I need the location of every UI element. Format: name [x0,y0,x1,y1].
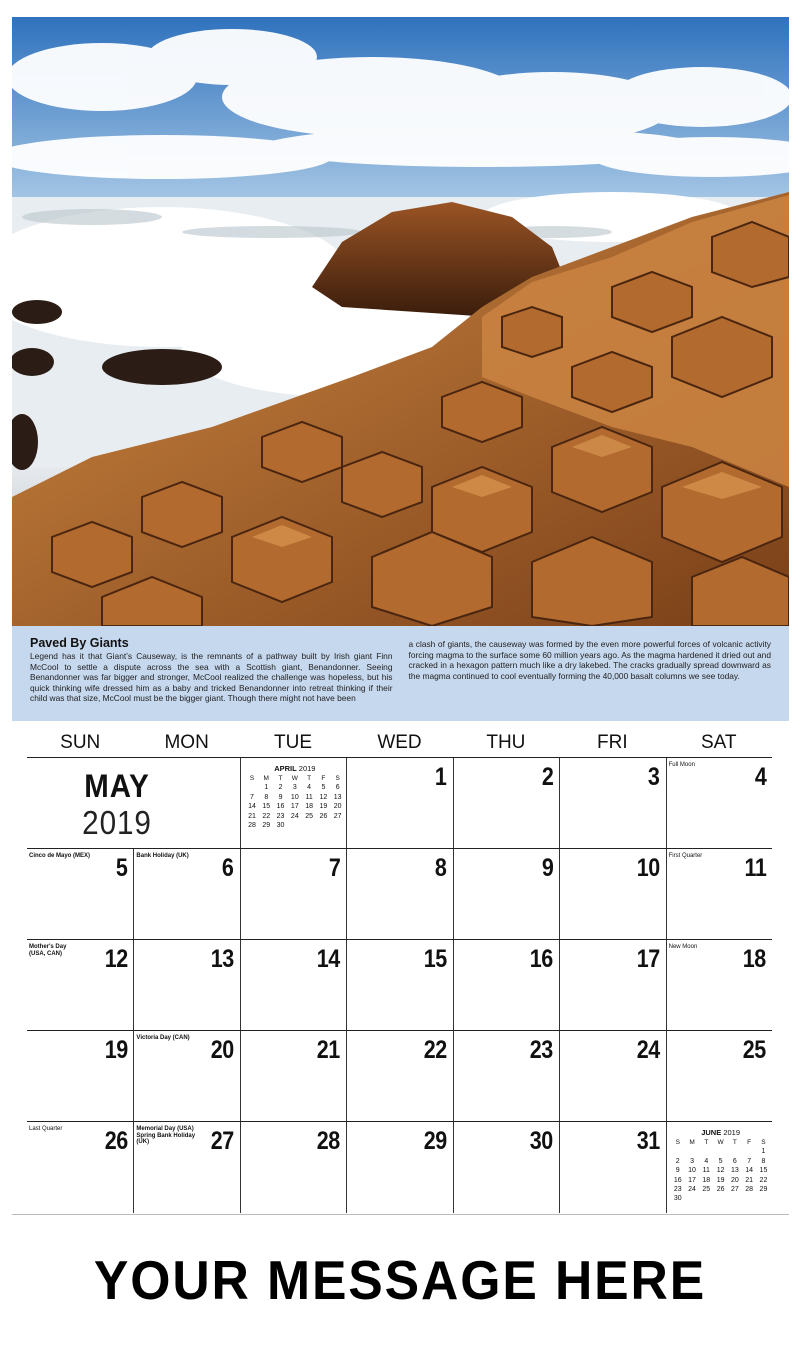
mini-weekday: W [291,775,298,782]
mini-weekday: M [263,775,269,782]
day-cell [346,940,452,1030]
mini-day: 1 [264,784,269,792]
mini-day: 12 [716,1167,725,1175]
mini-calendar-june [671,1128,771,1204]
mini-month-table [245,774,345,830]
weekday-header [27,730,772,756]
day-number: 20 [210,1036,234,1064]
mini-day [671,1147,685,1156]
mini-month-year: 2019 [298,764,316,773]
mini-day [713,1194,727,1203]
mini-day [742,1147,756,1156]
mini-day: 11 [305,793,313,801]
day-cell [453,849,559,939]
weekday-label: THU [486,732,526,753]
day-cell [27,1031,133,1121]
mini-weekday: T [732,1139,737,1146]
weekday-label: SUN [60,732,101,753]
day-cell [346,758,452,848]
mini-day: 21 [745,1176,754,1184]
day-number: 3 [648,763,660,791]
story-panel [12,626,789,721]
mini-day [288,821,302,830]
mini-day: 19 [716,1176,725,1184]
mini-day: 10 [290,793,299,801]
mini-day: 16 [276,803,285,811]
mini-day: 15 [759,1167,768,1175]
day-cell [666,940,772,1030]
mini-day [685,1147,699,1156]
mini-day: 16 [673,1176,682,1184]
mini-day: 14 [248,803,256,811]
mini-day: 7 [747,1157,752,1165]
day-number: 8 [435,854,447,882]
day-number: 1 [435,763,447,791]
mini-weekday: S [761,1139,766,1146]
mini-day: 8 [761,1157,766,1165]
mini-month-name: JUNE [701,1128,722,1137]
day-event: Full Moon [668,762,695,768]
mini-day: 27 [730,1186,739,1194]
mini-day: 30 [673,1195,682,1203]
story-text-left: Legend has it that Giant’s Causeway, is the remnants of a pathway built by Irish giant Finn McCool to settle a dispute across the sea with a Scottish giant, Benandonner. Seeing Benandonner was far bigger and stronger, McCool realized the challenge was hopeless, but his quick thinking wife dressed him as a baby and tricked Benandonner into retreat thinking if their child was that size, McCool must be the bigger giant. Though there might not have been [30,651,393,704]
day-cell [133,849,239,939]
day-cell [453,1122,559,1213]
day-event: Mother's Day (USA, CAN) [29,944,67,957]
day-number: 19 [104,1036,128,1064]
mini-day: 2 [278,784,283,792]
day-number: 11 [744,854,767,882]
calendar-week [27,848,772,939]
mini-day: 4 [307,784,312,792]
mini-day [728,1194,742,1203]
day-cell [240,1122,346,1213]
mini-day: 1 [761,1148,766,1156]
day-number: 16 [530,945,554,973]
mini-day: 17 [290,803,299,811]
mini-day [742,1194,756,1203]
mini-weekday: S [675,1139,680,1146]
day-cell [559,1031,665,1121]
weekday-label: MON [164,732,209,753]
day-number: 2 [541,763,554,791]
day-number: 22 [423,1036,447,1064]
mini-day: 23 [673,1186,682,1194]
mini-month-year: 2019 [723,1128,740,1137]
weekday-label: WED [377,732,422,753]
day-number: 30 [530,1127,554,1155]
mini-day [302,821,316,830]
day-cell [666,849,772,939]
day-cell [133,1122,239,1213]
day-event: Memorial Day (USA) Spring Bank Holiday (UK) [136,1126,196,1145]
mini-weekday: S [249,775,255,782]
mini-day: 7 [250,793,254,801]
day-number: 5 [115,854,128,882]
mini-day: 24 [290,812,299,820]
day-number: 31 [636,1127,660,1155]
mini-day: 29 [262,822,271,830]
day-cell [559,940,665,1030]
day-cell [666,1031,772,1121]
day-number: 21 [317,1036,341,1064]
day-cell [346,849,452,939]
mini-day [756,1194,770,1203]
day-cell [240,849,346,939]
mini-day [685,1194,699,1203]
mini-day: 25 [702,1186,711,1194]
mini-day: 29 [759,1186,768,1194]
day-cell [453,940,559,1030]
day-number: 29 [423,1127,447,1155]
day-cell [666,758,772,848]
day-number: 9 [541,854,554,882]
mini-weekday: M [689,1139,695,1146]
mini-day: 3 [292,784,297,792]
mini-day: 22 [759,1176,768,1184]
mini-day: 13 [333,793,342,801]
day-cell [133,940,239,1030]
mini-day: 20 [333,803,342,811]
day-number: 17 [636,945,660,973]
mini-day: 25 [305,812,313,820]
mini-day [245,783,259,792]
day-number: 18 [742,945,767,973]
empty-day-cell [133,758,239,848]
mini-day [713,1147,727,1156]
day-event: New Moon [668,944,698,950]
mini-day: 4 [704,1157,709,1165]
calendar-week [27,1121,772,1213]
mini-day: 15 [262,803,271,811]
mini-day: 5 [321,784,326,792]
mini-day: 19 [319,803,328,811]
weekday-label: TUE [274,732,313,753]
mini-day: 3 [690,1157,694,1165]
story-title: Paved By Giants [30,636,129,650]
day-cell [27,849,133,939]
day-cell [559,849,665,939]
mini-day: 24 [688,1186,696,1194]
mini-day [699,1194,713,1203]
day-number: 14 [317,945,341,973]
day-number: 10 [636,854,660,882]
mini-day: 18 [702,1176,711,1184]
day-event: Bank Holiday (UK) [136,853,189,859]
day-number: 23 [530,1036,554,1064]
weekday-label: SAT [700,732,737,753]
day-cell [559,1122,665,1213]
mini-day: 9 [278,793,283,801]
mini-day: 21 [248,812,256,820]
mini-day [728,1147,742,1156]
mini-day: 22 [262,812,271,820]
calendar-week [27,1030,772,1121]
mini-weekday: F [321,775,326,782]
mini-weekday: F [747,1139,752,1146]
month-calendar [27,730,772,1203]
mini-day: 28 [745,1186,754,1194]
mini-month-table [671,1138,771,1204]
day-cell [346,1031,452,1121]
mini-day: 26 [319,812,328,820]
month-title-cell [27,758,152,848]
day-cell [453,758,559,848]
day-event: Victoria Day (CAN) [136,1035,190,1041]
mini-weekday: S [335,775,340,782]
mini-day: 11 [702,1167,710,1175]
day-cell [559,758,665,848]
day-event: Last Quarter [29,1126,63,1132]
day-cell [27,1122,133,1213]
day-number: 7 [328,854,341,882]
calendar-week [27,939,772,1030]
day-event: First Quarter [668,853,703,859]
day-number: 4 [754,763,767,791]
mini-day: 30 [276,822,285,830]
mini-day: 12 [319,793,328,801]
next-month-cell [666,1122,772,1213]
month-name: MAY [84,768,150,804]
mini-day: 9 [675,1167,680,1175]
day-number: 25 [742,1036,767,1064]
mini-day: 26 [716,1186,725,1194]
mini-day: 6 [335,784,340,792]
mini-day: 20 [730,1176,739,1184]
mini-day: 6 [732,1157,737,1165]
mini-weekday: T [307,775,312,782]
mini-day [331,821,345,830]
day-cell [27,940,133,1030]
mini-day: 27 [333,812,342,820]
mini-weekday: T [278,775,283,782]
footer-divider [12,1214,789,1215]
day-number: 12 [104,945,128,973]
mini-day: 17 [688,1176,696,1184]
mini-day [316,821,330,830]
landscape-photo [12,17,789,626]
day-number: 28 [317,1127,341,1155]
mini-day: 18 [305,803,313,811]
mini-month-name: APRIL [274,764,297,773]
mini-day: 5 [718,1157,723,1165]
day-event: Cinco de Mayo (MEX) [29,853,91,859]
calendar-week [27,757,772,848]
day-cell [240,940,346,1030]
day-cell [133,1031,239,1121]
day-cell [240,1031,346,1121]
advertiser-message: YOUR MESSAGE HERE [93,1249,707,1311]
day-cell [453,1031,559,1121]
month-year: 2019 [82,804,152,841]
prev-month-cell [240,758,346,848]
mini-day: 13 [730,1167,739,1175]
day-number: 27 [210,1127,234,1155]
mini-weekday: W [717,1139,724,1146]
day-number: 13 [210,945,234,973]
mini-weekday: T [704,1139,709,1146]
weekday-label: FRI [597,732,628,753]
day-number: 26 [104,1127,128,1155]
day-cell [346,1122,452,1213]
day-number: 15 [423,945,447,973]
mini-day: 10 [688,1167,696,1175]
mini-day: 8 [264,793,269,801]
giants-causeway-illustration [12,17,789,626]
story-text-right: a clash of giants, the causeway was formed by the even more powerful forces of volcanic activity forcing magma to the surface some 60 million years ago. As the magma hardened it dried out and cracked in a hexagon pattern much like a dry lakebed. The cracks gradually spread downward as the magma continued to cool eventually forming the 40,000 basalt columns we see today. [408,639,771,681]
mini-day: 2 [675,1157,680,1165]
mini-day: 28 [248,822,256,830]
mini-day: 14 [745,1167,754,1175]
calendar-grid [27,757,772,1213]
day-number: 6 [222,854,234,882]
mini-day [699,1147,713,1156]
mini-calendar-april [245,764,345,830]
day-number: 24 [636,1036,660,1064]
mini-day: 23 [276,812,285,820]
